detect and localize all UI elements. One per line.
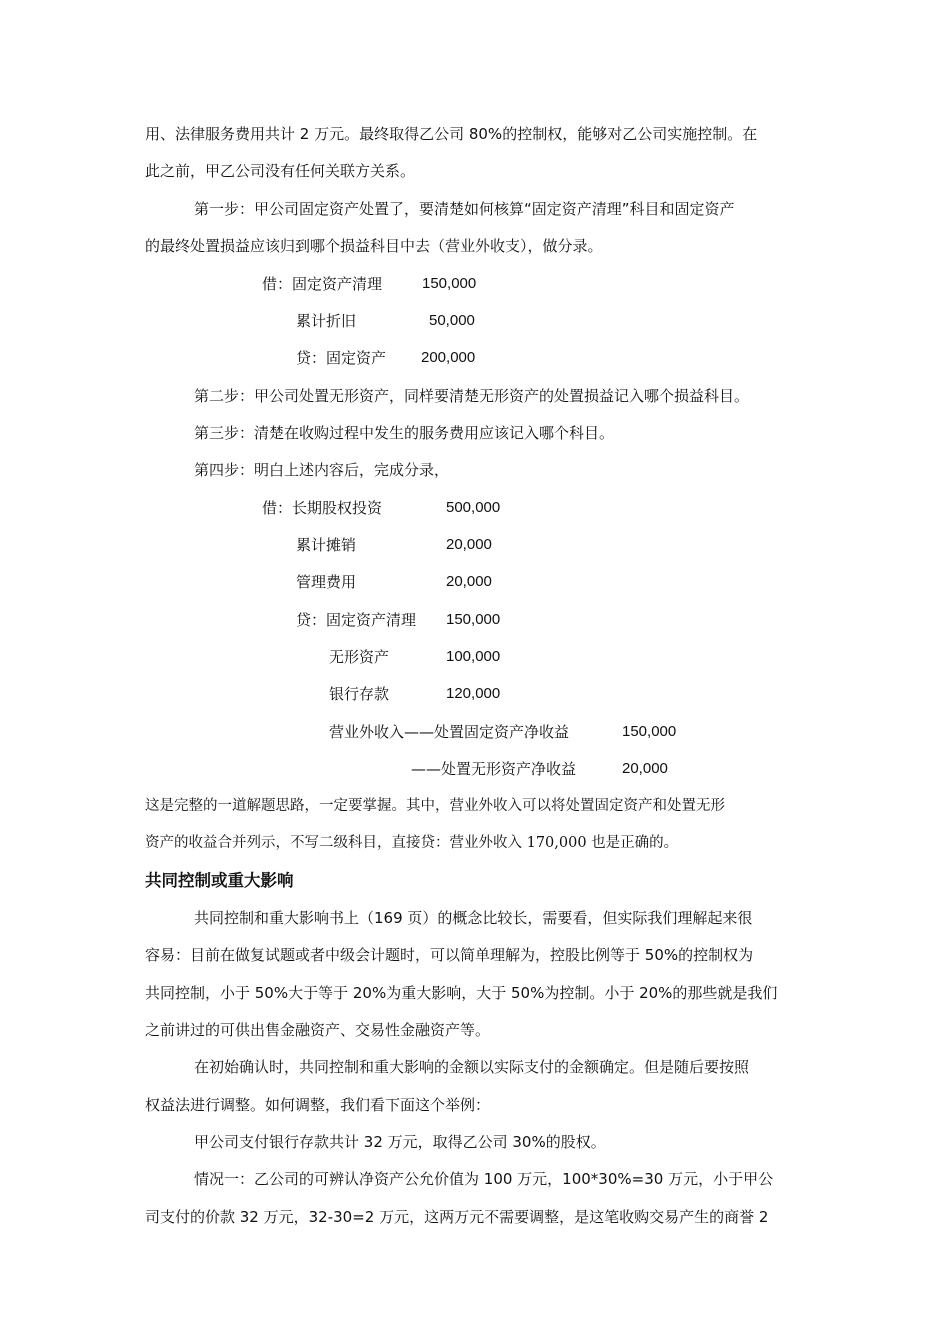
- entry1-label: 贷：固定资产: [296, 349, 387, 367]
- para1-line: 容易：目前在做复试题或者中级会计题时，可以简单理解为，控股比例等于 50%的控制权为: [145, 946, 754, 964]
- entry2-amount: 150,000: [622, 723, 677, 740]
- intro-line-2: 此之前，甲乙公司没有任何关联方关系。: [145, 162, 416, 180]
- entry2-label: 银行存款: [329, 685, 390, 703]
- entry1-label: 累计折旧: [296, 312, 357, 330]
- para4-line: 司支付的价款 32 万元，32-30=2 万元，这两万元不需要调整，是这笔收购交易产生的商誉 2: [145, 1208, 769, 1226]
- entry1-amount: 200,000: [421, 349, 476, 366]
- entry2-amount: 20,000: [446, 536, 492, 553]
- section-heading: 共同控制或重大影响: [145, 871, 294, 890]
- para2-line: 在初始确认时，共同控制和重大影响的金额以实际支付的金额确定。但是随后要按照: [194, 1058, 750, 1076]
- para1-line: 之前讲过的可供出售金融资产、交易性金融资产等。: [145, 1021, 491, 1039]
- entry2-label: 管理费用: [296, 573, 357, 591]
- entry2-amount: 100,000: [446, 648, 501, 665]
- step3-text: 第三步：清楚在收购过程中发生的服务费用应该记入哪个科目。: [194, 424, 615, 442]
- entry2-label: 贷：固定资产清理: [296, 611, 417, 629]
- para1-line: 共同控制和重大影响书上（169 页）的概念比较长，需要看，但实际我们理解起来很: [194, 909, 753, 927]
- step4-text: 第四步：明白上述内容后，完成分录，: [194, 461, 450, 479]
- para1-line: 共同控制，小于 50%大于等于 20%为重大影响，大于 50%为控制。小于 20%的那些就是我们: [145, 984, 778, 1002]
- step1-line-2: 的最终处置损益应该归到哪个损益科目中去（营业外收支），做分录。: [145, 237, 603, 255]
- entry1-amount: 50,000: [429, 312, 475, 329]
- step2-text: 第二步：甲公司处置无形资产，同样要清楚无形资产的处置损益记入哪个损益科目。: [194, 387, 750, 405]
- step1-line-1: 第一步：甲公司固定资产处置了，要清楚如何核算“固定资产清理”科目和固定资产: [194, 200, 735, 218]
- entry2-label: 无形资产: [329, 648, 390, 666]
- entry2-label: 累计摊销: [296, 536, 357, 554]
- entry2-amount: 150,000: [446, 611, 501, 628]
- entry2-label: 营业外收入——处置固定资产净收益: [329, 723, 570, 741]
- para4-line: 情况一：乙公司的可辨认净资产公允价值为 100 万元，100*30%=30 万元，小于甲公: [194, 1170, 774, 1188]
- entry2-amount: 20,000: [622, 760, 668, 777]
- entry1-label: 借：固定资产清理: [262, 275, 383, 293]
- intro-line-1: 用、法律服务费用共计 2 万元。最终取得乙公司 80%的控制权，能够对乙公司实施控制。在: [145, 125, 758, 143]
- entry2-amount: 20,000: [446, 573, 492, 590]
- entry2-label: 借：长期股权投资: [262, 499, 383, 517]
- note-line-2: 资产的收益合并列示，不写二级科目，直接贷：营业外收入 170,000 也是正确的。: [145, 835, 679, 851]
- entry2-label: ——处置无形资产净收益: [411, 760, 577, 778]
- para3-line: 甲公司支付银行存款共计 32 万元，取得乙公司 30%的股权。: [194, 1133, 606, 1151]
- entry2-amount: 500,000: [446, 499, 501, 516]
- entry2-amount: 120,000: [446, 685, 501, 702]
- note-line-1: 这是完整的一道解题思路，一定要掌握。其中，营业外收入可以将处置固定资产和处置无形: [145, 798, 725, 814]
- entry1-amount: 150,000: [422, 275, 477, 292]
- para2-line: 权益法进行调整。如何调整，我们看下面这个举例：: [145, 1096, 491, 1114]
